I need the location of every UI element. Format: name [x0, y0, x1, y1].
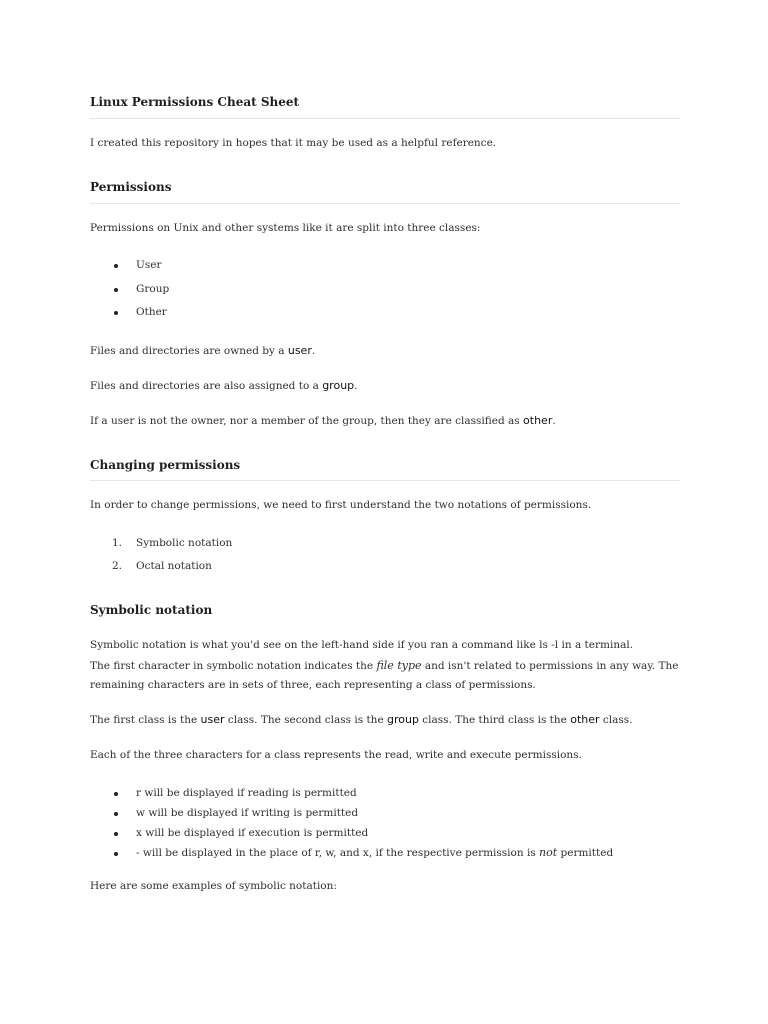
class-text-2: class. The second class is the	[224, 714, 387, 726]
keyword-user: user	[287, 344, 312, 357]
changing-divider	[90, 480, 680, 481]
assigned-suffix: .	[354, 380, 358, 392]
assigned-prefix: Files and directories are also assigned to a	[90, 380, 323, 392]
line2-suffix: and isn't related to permissions in any way. The	[421, 660, 679, 672]
dash-prefix: - will be displayed in the place of r, w, and x, if the respective permission is	[136, 847, 540, 859]
symbolic-line-2	[90, 659, 679, 672]
examples-intro: Here are some examples of symbolic notation:	[90, 880, 337, 892]
list-number: 2.	[111, 560, 122, 572]
class-order-text	[90, 713, 632, 726]
title-divider	[90, 118, 680, 119]
symbolic-line-1: Symbolic notation is what you'd see on the left-hand side if you ran a command like ls -l in a terminal.	[90, 639, 634, 651]
list-number: 1.	[111, 537, 122, 549]
bullet-icon	[114, 288, 118, 292]
other-prefix: If a user is not the owner, nor a member of the group, then they are classified as	[90, 415, 524, 427]
list-item: Symbolic notation	[136, 537, 233, 549]
owned-suffix: .	[311, 345, 316, 357]
permissions-intro: Permissions on Unix and other systems like it are split into three classes:	[90, 222, 481, 234]
list-item: x will be displayed if execution is permitted	[136, 827, 369, 839]
symbolic-line-3: remaining characters are in sets of three, each representing a class of permissions.	[90, 679, 536, 691]
permissions-heading: Permissions	[90, 180, 172, 194]
changing-heading: Changing permissions	[90, 458, 241, 472]
file-type-emphasis: file type	[376, 659, 422, 672]
permissions-divider	[90, 203, 680, 204]
symbolic-heading: Symbolic notation	[90, 603, 213, 617]
bullet-icon	[114, 264, 118, 268]
keyword-other: other	[523, 414, 553, 427]
keyword-group: group	[322, 379, 355, 392]
class-text-4: class.	[599, 714, 633, 726]
bullet-icon	[114, 852, 118, 856]
owned-prefix: Files and directories are owned by a	[90, 345, 288, 357]
not-emphasis: not	[539, 846, 558, 859]
keyword-group: group	[387, 713, 419, 726]
list-item: Group	[136, 283, 170, 295]
bullet-icon	[114, 792, 118, 796]
list-item: Other	[136, 306, 167, 318]
dash-suffix: permitted	[557, 847, 614, 859]
owned-text	[90, 344, 315, 357]
class-text-1: The first class is the	[90, 714, 201, 726]
list-item: r will be displayed if reading is permitted	[136, 787, 357, 799]
each-char-text: Each of the three characters for a class represents the read, write and execute permissions.	[90, 749, 582, 761]
assigned-text	[90, 379, 358, 392]
list-item-dash	[136, 846, 613, 859]
list-item: Octal notation	[136, 560, 212, 572]
list-item: w will be displayed if writing is permitted	[136, 807, 359, 819]
line2-prefix: The first character in symbolic notation indicates the	[90, 660, 377, 672]
keyword-other: other	[570, 713, 600, 726]
list-item: User	[136, 259, 162, 271]
other-text	[90, 414, 556, 427]
changing-intro: In order to change permissions, we need to first understand the two notations of permissions.	[90, 499, 592, 511]
other-suffix: .	[552, 415, 556, 427]
bullet-icon	[114, 812, 118, 816]
keyword-user: user	[200, 713, 225, 726]
intro-text: I created this repository in hopes that it may be used as a helpful reference.	[90, 137, 497, 149]
page-title: Linux Permissions Cheat Sheet	[90, 95, 300, 109]
bullet-icon	[114, 832, 118, 836]
class-text-3: class. The third class is the	[418, 714, 571, 726]
bullet-icon	[114, 311, 118, 315]
